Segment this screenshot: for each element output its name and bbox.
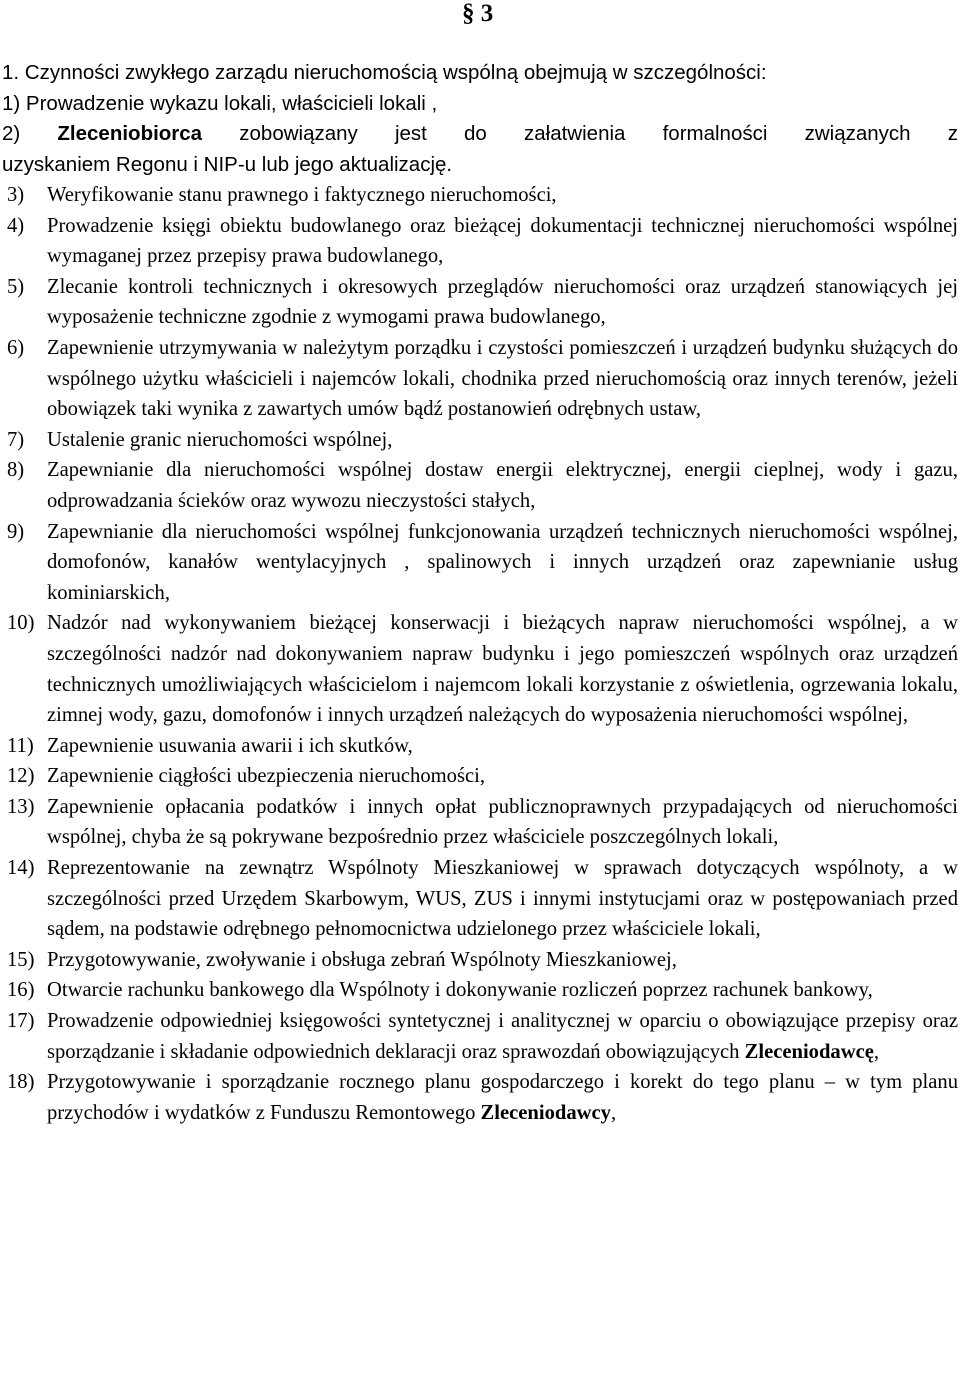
- list-item-number: 8): [7, 459, 25, 482]
- list-item: [0, 1067, 960, 1128]
- list-item-number: 15): [7, 948, 35, 971]
- list-item: [0, 792, 960, 853]
- section-heading: § 3: [462, 0, 494, 27]
- numbered-list: [0, 180, 960, 1128]
- list-item: [0, 761, 960, 792]
- list-item-text-main: Zapewnianie dla nieruchomości wspólnej funkcjonowania urządzeń technicznych nieruchomości wspólnej, domofonów, kanałów wentylacyjnych , spalinowych i innych urządzeń oraz zapewnianie usług kominiarskich,: [47, 520, 958, 604]
- list-item-number: 6): [7, 336, 25, 359]
- intro-line-3-rest: zobowiązany jest do załatwienia formalności związanych z: [202, 122, 958, 146]
- list-item-text: [47, 792, 960, 853]
- list-item-number: 7): [7, 428, 25, 451]
- list-item-text-bold: Zleceniodawcy: [480, 1101, 611, 1124]
- list-item: [0, 731, 960, 762]
- intro-line-3: [2, 119, 958, 150]
- list-item-text-main: Przygotowywanie i sporządzanie rocznego planu gospodarczego i korekt do tego planu – w tym planu przychodów i wydatków z Funduszu Remontowego: [47, 1071, 958, 1124]
- list-item: [0, 853, 960, 945]
- intro-block: [2, 58, 958, 180]
- list-item-text-main: Nadzór nad wykonywaniem bieżącej konserwacji i bieżących napraw nieruchomości wspólnej, a w szczególności nadzór nad dokonywaniem napraw budynku i jego pomieszczeń wspólnych oraz urządzeń technicznych umożliwiających właścicielom i najemcom lokali korzystanie z oświetlenia, ogrzewania lokalu, zimnej wody, gazu, domofonów i innych urządzeń należących do wyposażenia nieruchomości wspólnej,: [47, 612, 958, 727]
- list-item: [0, 1006, 960, 1067]
- list-item-text-main: Zapewnienie opłacania podatków i innych opłat publicznoprawnych przypadających od nieruchomości wspólnej, chyba że są pokrywane bezpośrednio przez właściciele poszczególnych lokali,: [47, 795, 958, 849]
- list-item-text-main: Zapewnianie dla nieruchomości wspólnej dostaw energii elektrycznej, energii cieplnej, wody i gazu, odprowadzania ścieków oraz wywozu nieczystości stałych,: [47, 459, 958, 512]
- intro-line-3-prefix: 2): [2, 122, 58, 146]
- list-item-number: 18): [7, 1071, 35, 1094]
- list-item-text-main: Ustalenie granic nieruchomości wspólnej,: [47, 428, 393, 451]
- list-item-number: 12): [7, 765, 35, 788]
- list-item-text: [47, 975, 960, 1006]
- list-item-text: [47, 211, 960, 272]
- list-item-number: 14): [7, 857, 35, 880]
- intro-line-1: 1. Czynności zwykłego zarządu nieruchomością wspólną obejmują w szczególności:: [2, 61, 767, 84]
- list-item-number: 16): [7, 979, 35, 1002]
- list-item: [0, 517, 960, 609]
- list-item-text-main: Otwarcie rachunku bankowego dla Wspólnoty i dokonywanie rozliczeń poprzez rachunek bankowy,: [47, 979, 873, 1002]
- list-item-text: [47, 180, 960, 211]
- intro-line-2: 1) Prowadzenie wykazu lokali, właścicieli lokali ,: [2, 91, 438, 115]
- list-item-text-main: Przygotowywanie, zwoływanie i obsługa zebrań Wspólnoty Mieszkaniowej,: [47, 948, 677, 971]
- list-item-text: [47, 272, 960, 333]
- intro-line-3-bold: Zleceniobiorca: [57, 122, 203, 146]
- list-item: [0, 608, 960, 730]
- list-item: [0, 945, 960, 976]
- list-item-number: 9): [7, 520, 25, 543]
- list-item-text-main: Zapewnienie usuwania awarii i ich skutków,: [47, 734, 413, 757]
- list-item-text: [47, 945, 960, 976]
- list-item-text: [47, 517, 960, 609]
- list-item-number: 17): [7, 1010, 35, 1033]
- list-item-text: [47, 1006, 960, 1067]
- list-item-text: [47, 761, 960, 792]
- list-item: [0, 455, 960, 516]
- list-item-number: 5): [7, 275, 25, 298]
- list-item-text-main: Zlecanie kontroli technicznych i okresowych przeglądów nieruchomości oraz urządzeń stanowiących jej wyposażenie techniczne zgodnie z wymogami prawa budowlanego,: [47, 275, 958, 329]
- list-item: [0, 975, 960, 1006]
- list-item-text-main: Prowadzenie odpowiedniej księgowości syntetycznej i analitycznej w oparciu o obowiązujące przepisy oraz sporządzanie i składanie odpowiednich deklaracji oraz sprawozdań obowiązujących: [47, 1010, 958, 1063]
- list-item-text-main: Prowadzenie księgi obiektu budowlanego oraz bieżącej dokumentacji technicznej nieruchomości wspólnej wymaganej przez przepisy prawa budowlanego,: [47, 214, 958, 268]
- list-item-text-after: ,: [610, 1101, 617, 1124]
- list-item-number: 10): [7, 612, 35, 635]
- list-item-text-main: Zapewnienie ciągłości ubezpieczenia nieruchomości,: [47, 765, 485, 788]
- list-item: [0, 211, 960, 272]
- list-item-number: 4): [7, 214, 25, 237]
- list-item-text: [47, 608, 960, 730]
- list-item: [0, 333, 960, 425]
- list-item-text: [47, 455, 960, 516]
- list-item-text: [47, 853, 960, 945]
- list-item-number: 11): [7, 734, 34, 757]
- list-item-text: [47, 333, 960, 425]
- list-item-text-main: Reprezentowanie na zewnątrz Wspólnoty Mieszkaniowej w sprawach dotyczących wspólnoty, a w szczególności przed Urzędem Skarbowym, WUS, ZUS i innymi instytucjami oraz w postępowaniach przed sądem, na podstawie odrębnego pełnomocnictwa udzielonego przez właściciele lokali,: [47, 857, 958, 941]
- list-item-text-after: ,: [873, 1040, 880, 1063]
- list-item-text: [47, 731, 960, 762]
- list-item-number: 3): [7, 184, 25, 206]
- list-item-text-bold: Zleceniodawcę: [744, 1040, 874, 1063]
- list-item: [0, 180, 960, 211]
- list-item-text: [47, 1067, 960, 1128]
- intro-line-4: uzyskaniem Regonu i NIP-u lub jego aktualizację.: [2, 152, 453, 176]
- list-item: [0, 272, 960, 333]
- list-item: [0, 425, 960, 456]
- list-item-text-main: Zapewnienie utrzymywania w należytym porządku i czystości pomieszczeń i urządzeń budynku służących do wspólnego użytku właścicieli i najemców lokali, chodnika przed nieruchomością oraz innych terenów, jeżeli obowiązek taki wynika z zawartych umów bądź postanowień odrębnych ustaw,: [47, 336, 958, 421]
- list-item-text-main: Weryfikowanie stanu prawnego i faktycznego nieruchomości,: [47, 184, 557, 206]
- list-item-number: 13): [7, 795, 35, 818]
- list-item-text: [47, 425, 960, 456]
